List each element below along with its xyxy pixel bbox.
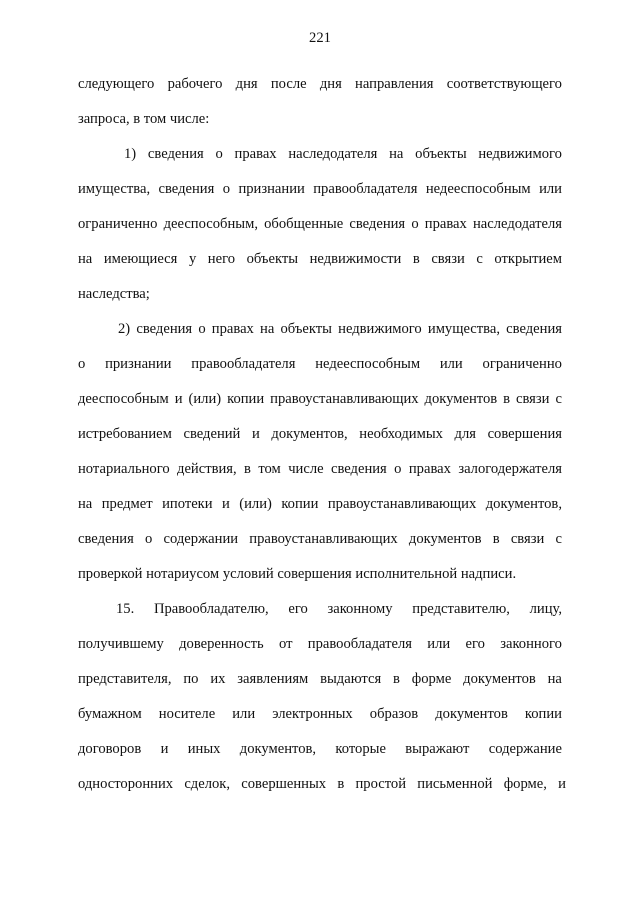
- text-line: [78, 635, 562, 653]
- word: признании: [105, 356, 172, 372]
- word: сведения: [78, 531, 134, 547]
- word: о: [145, 531, 153, 547]
- word: сведения: [349, 216, 406, 232]
- word: в: [393, 671, 400, 687]
- word: правах: [234, 146, 277, 162]
- text-line: [78, 355, 562, 373]
- word: наследодателя: [472, 216, 562, 232]
- word: у: [188, 251, 197, 267]
- word: правообладателя: [191, 356, 296, 372]
- text-line: [78, 530, 562, 548]
- text-line: наследства;: [78, 286, 150, 302]
- word: том: [258, 461, 281, 477]
- word: совершения: [487, 426, 562, 442]
- word: нотариального: [78, 461, 170, 477]
- word: имущества,: [427, 321, 500, 337]
- word: дееспособным,: [163, 216, 258, 232]
- word: Правообладателю,: [153, 601, 269, 617]
- word: бумажном: [78, 706, 142, 722]
- word: дня: [235, 76, 258, 92]
- word: следующего: [78, 76, 155, 92]
- word: договоров: [78, 741, 142, 757]
- word: или: [427, 636, 451, 652]
- word: которые: [335, 741, 386, 757]
- text-line: [78, 460, 562, 478]
- word: для: [454, 426, 476, 442]
- word: и: [174, 391, 183, 407]
- word: дееспособным: [78, 391, 169, 407]
- word: и: [160, 741, 169, 757]
- word: объекты: [415, 146, 467, 162]
- word: объекты: [246, 251, 299, 267]
- word: выдаются: [320, 671, 382, 687]
- word: действия,: [177, 461, 237, 477]
- text-line: [116, 600, 562, 618]
- word: недвижимого: [338, 321, 422, 337]
- word: недвижимого: [478, 146, 562, 162]
- word: односторонних: [78, 776, 174, 792]
- word: обобщенные: [264, 216, 344, 232]
- text-line: [78, 705, 562, 723]
- word: о: [198, 321, 206, 337]
- text-line: [78, 670, 562, 688]
- word: копии: [227, 391, 265, 407]
- word: с: [476, 251, 483, 267]
- word: 2): [118, 321, 131, 337]
- word: правах: [408, 461, 451, 477]
- text-line: [78, 740, 562, 758]
- word: получившему: [78, 636, 164, 652]
- word: и: [558, 776, 566, 792]
- word: после: [270, 76, 307, 92]
- word: содержании: [163, 531, 239, 547]
- word: ограниченно: [482, 356, 562, 372]
- text-line: [78, 390, 562, 408]
- word: его: [465, 636, 485, 652]
- word: правоустанавливающих: [327, 496, 477, 512]
- word: носителе: [158, 706, 216, 722]
- word: рабочего: [167, 76, 223, 92]
- word: документов: [463, 671, 536, 687]
- word: в: [337, 776, 345, 792]
- word: дня: [319, 76, 342, 92]
- word: признании: [238, 181, 305, 197]
- word: совершенных: [241, 776, 327, 792]
- word: законного: [500, 636, 562, 652]
- word: имеющиеся: [103, 251, 178, 267]
- word: на: [547, 671, 562, 687]
- word: сведения: [158, 181, 215, 197]
- word: правах: [211, 321, 254, 337]
- word: лицу,: [529, 601, 562, 617]
- text-line: [78, 775, 566, 793]
- word: залогодержателя: [458, 461, 562, 477]
- word: правоустанавливающих: [249, 531, 398, 547]
- word: 15.: [116, 601, 135, 617]
- word: документов: [408, 531, 482, 547]
- word: образов: [369, 706, 419, 722]
- word: ипотеки: [162, 496, 213, 512]
- word: него: [207, 251, 236, 267]
- word: связи: [510, 531, 545, 547]
- word: простой: [355, 776, 407, 792]
- word: форме: [411, 671, 452, 687]
- word: документов,: [485, 496, 562, 512]
- word: на: [78, 496, 93, 512]
- word: наследодателя: [288, 146, 378, 162]
- word: в: [412, 251, 420, 267]
- word: сведения: [506, 321, 562, 337]
- word: документов,: [271, 426, 348, 442]
- word: или: [539, 181, 562, 197]
- word: правоустанавливающих: [270, 391, 419, 407]
- word: сделок,: [184, 776, 231, 792]
- word: доверенность: [179, 636, 264, 652]
- word: или: [439, 356, 463, 372]
- word: сведения: [136, 321, 193, 337]
- word: или: [232, 706, 256, 722]
- word: в: [244, 461, 251, 477]
- text-line: запроса, в том числе:: [78, 111, 210, 127]
- word: и: [222, 496, 230, 512]
- text-line: [78, 250, 562, 268]
- word: ограниченно: [78, 216, 158, 232]
- word: с: [555, 391, 562, 407]
- word: связи: [431, 251, 465, 267]
- page-number: 221: [309, 30, 331, 46]
- word: направления: [355, 76, 434, 92]
- word: на: [260, 321, 275, 337]
- word: о: [394, 461, 402, 477]
- word: электронных: [272, 706, 353, 722]
- text-line: [78, 75, 562, 93]
- word: о: [78, 356, 86, 372]
- text-line: [78, 215, 562, 233]
- word: недееспособным: [425, 181, 531, 197]
- word: сведения: [147, 146, 204, 162]
- word: объекты: [280, 321, 332, 337]
- word: сведения: [330, 461, 387, 477]
- word: 1): [124, 146, 137, 162]
- word: числе: [288, 461, 324, 477]
- word: законному: [327, 601, 393, 617]
- word: копии: [281, 496, 319, 512]
- word: и: [251, 426, 260, 442]
- word: соответствующего: [446, 76, 562, 92]
- text-line: [124, 145, 562, 163]
- word: (или): [188, 391, 222, 407]
- text-line: [118, 320, 562, 338]
- word: от: [278, 636, 293, 652]
- word: с: [555, 531, 562, 547]
- word: представителя,: [78, 671, 172, 687]
- word: его: [288, 601, 308, 617]
- text-line: [78, 495, 562, 513]
- word: выражают: [405, 741, 470, 757]
- word: их: [210, 671, 226, 687]
- word: правах: [424, 216, 467, 232]
- word: правообладателя: [313, 181, 418, 197]
- word: документов: [435, 706, 508, 722]
- word: недвижимости: [309, 251, 402, 267]
- word: документов,: [239, 741, 317, 757]
- word: о: [222, 181, 231, 197]
- word: в: [503, 391, 511, 407]
- word: истребованием: [78, 426, 172, 442]
- word: форме,: [503, 776, 547, 792]
- word: документов: [424, 391, 498, 407]
- word: копии: [524, 706, 562, 722]
- word: на: [78, 251, 93, 267]
- text-line: [78, 425, 562, 443]
- word: представителю,: [412, 601, 510, 617]
- word: письменной: [417, 776, 493, 792]
- word: заявлениям: [237, 671, 309, 687]
- word: (или): [239, 496, 272, 512]
- word: предмет: [101, 496, 153, 512]
- word: на: [389, 146, 404, 162]
- word: в: [492, 531, 500, 547]
- text-line: проверкой нотариусом условий совершения исполнительной надписи.: [78, 566, 517, 582]
- text-line: [78, 180, 562, 198]
- word: содержание: [488, 741, 562, 757]
- word: сведений: [183, 426, 241, 442]
- word: открытием: [494, 251, 562, 267]
- word: о: [411, 216, 419, 232]
- word: имущества,: [78, 181, 151, 197]
- word: связи: [516, 391, 550, 407]
- word: недееспособным: [315, 356, 421, 372]
- word: необходимых: [359, 426, 443, 442]
- word: правообладателя: [307, 636, 412, 652]
- word: о: [215, 146, 223, 162]
- word: по: [183, 671, 199, 687]
- word: иных: [187, 741, 221, 757]
